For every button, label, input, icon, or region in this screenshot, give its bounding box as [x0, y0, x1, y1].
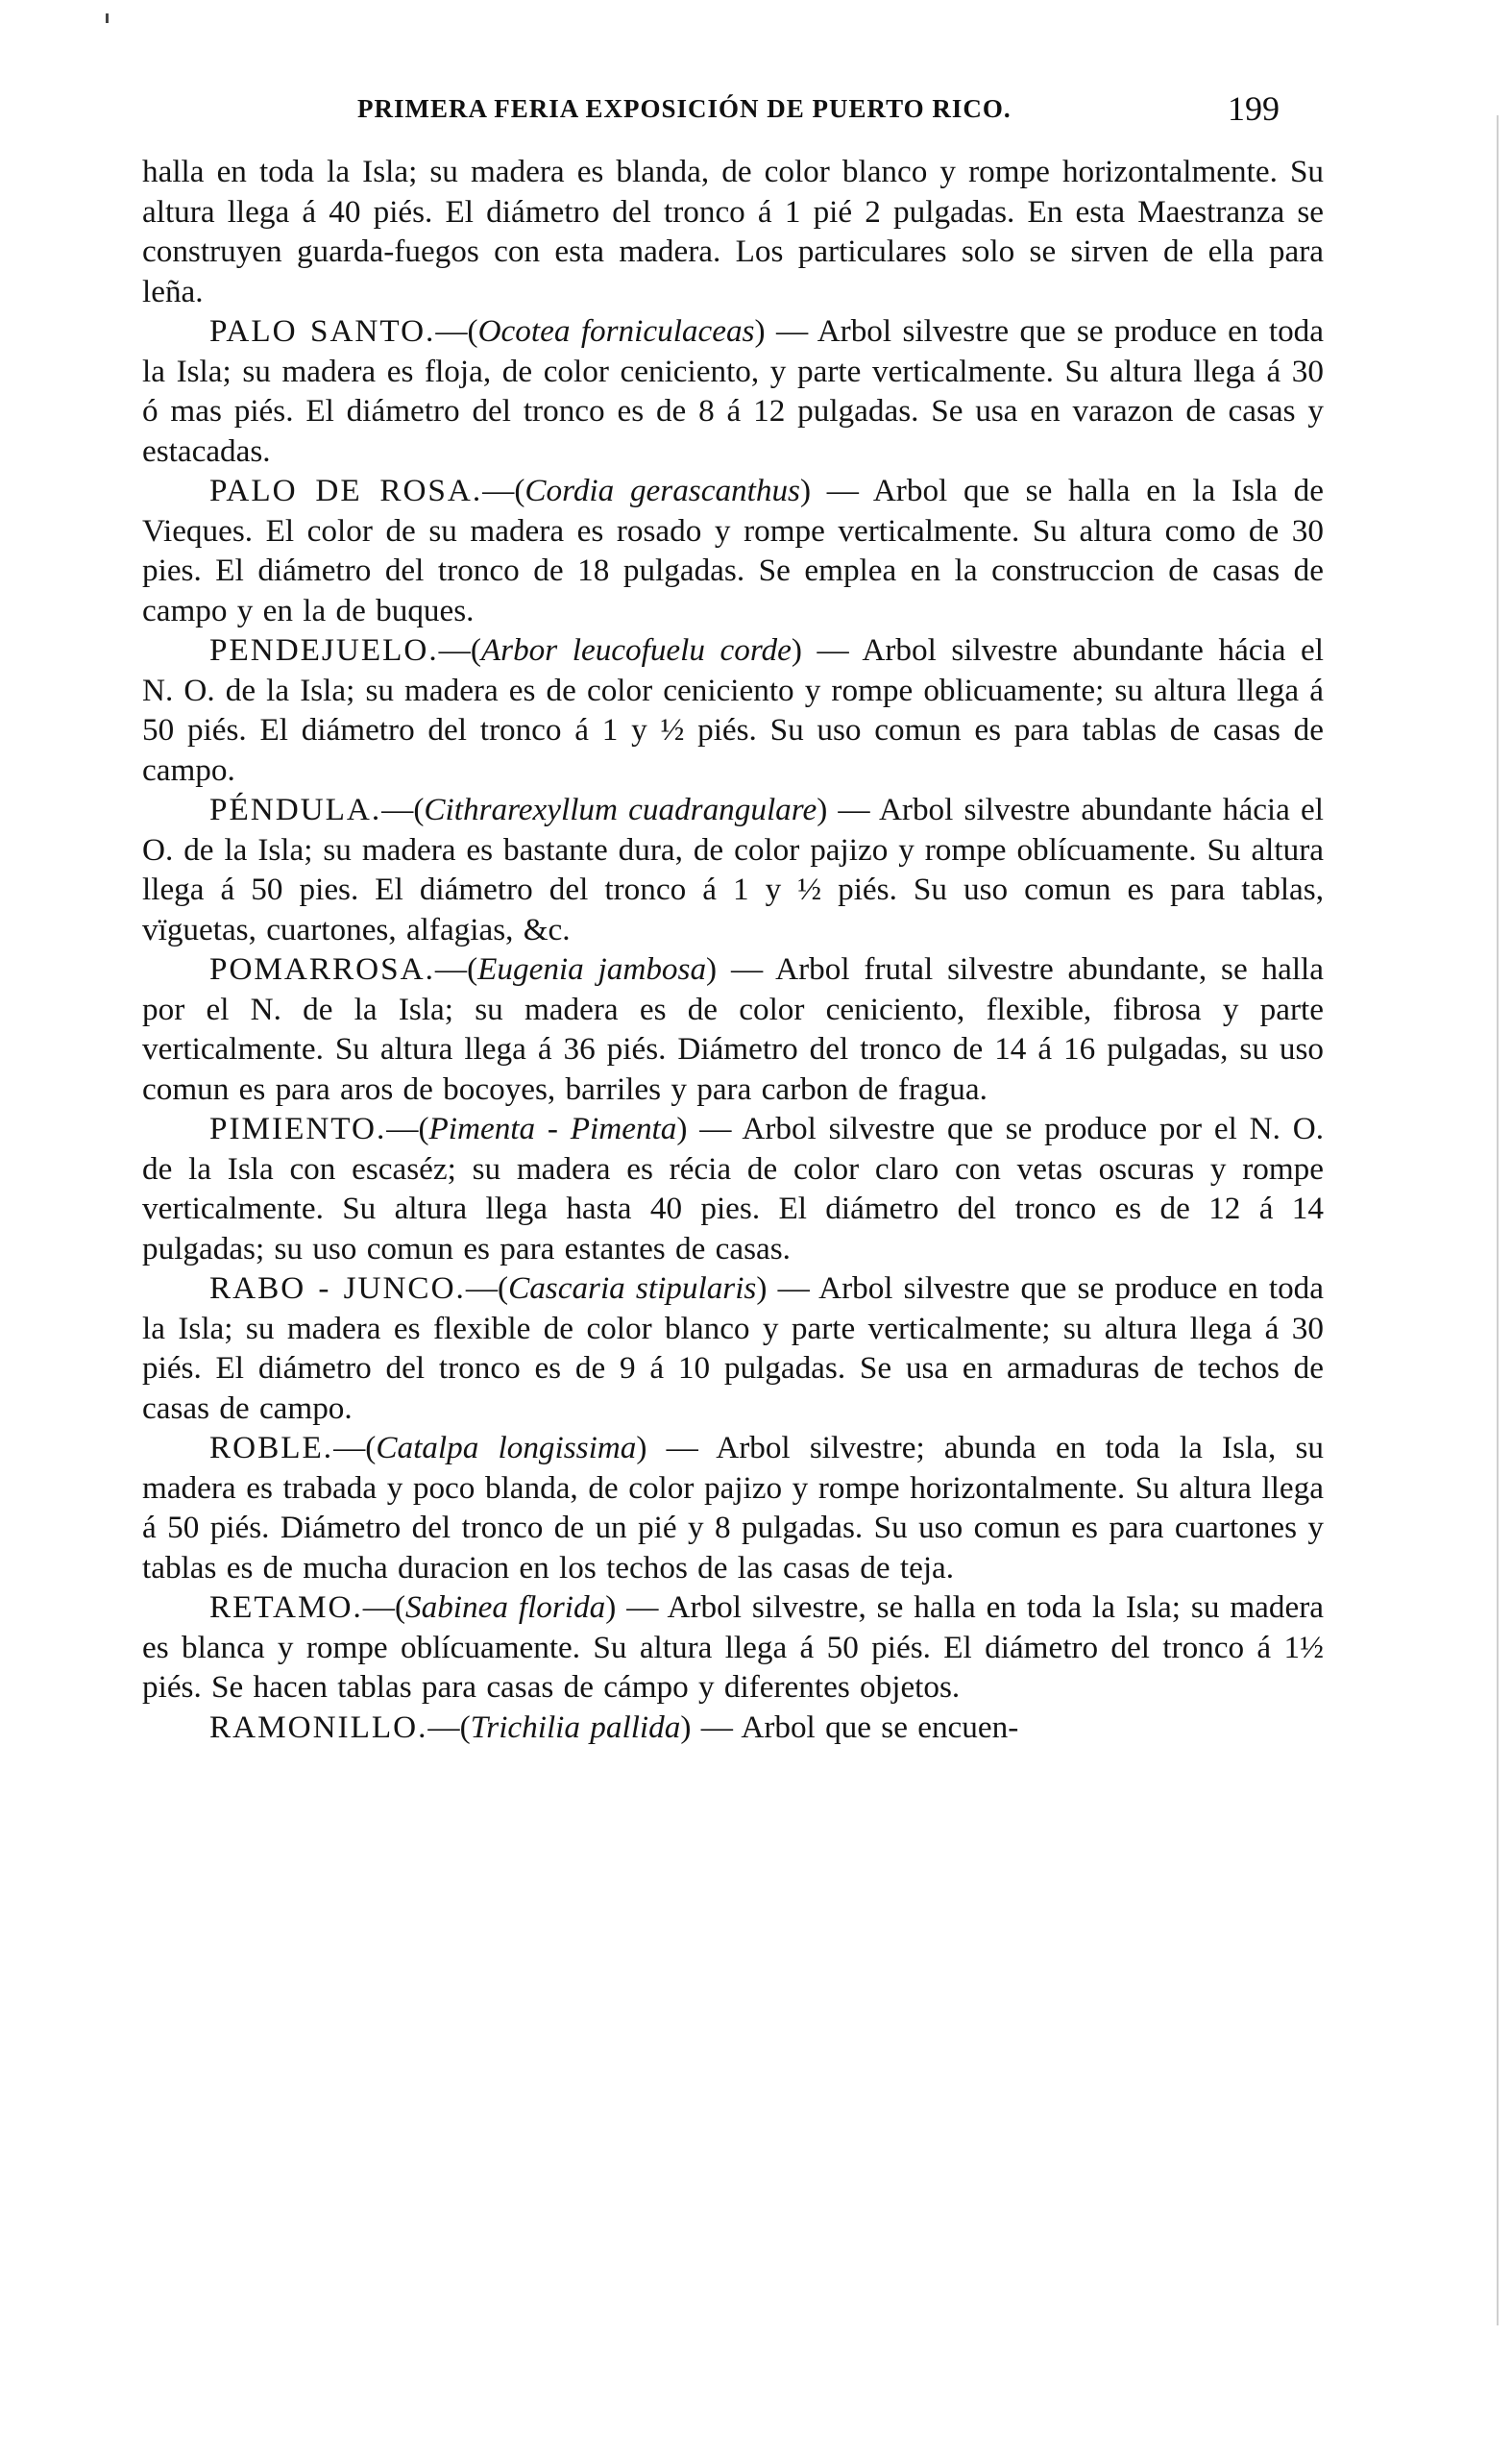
entry-description: — Arbol silvestre que se produce en toda la Isla; su madera es flexible de color blanco y parte verticalmente; su altura llega á 30 piés. El diámetro del tronco es de 9 á 10 pulgadas. Se usa en armaduras de techos de casas de campo.: [142, 1270, 1324, 1426]
entry-close: ): [756, 1270, 768, 1306]
paragraph-continuation: [142, 152, 1324, 311]
page-number: 199: [1228, 89, 1280, 128]
entry-palo-de-rosa: [142, 471, 1324, 630]
entry-open: —(: [386, 1111, 429, 1146]
entry-close: ): [791, 632, 802, 668]
entry-term: POMARROSA.: [209, 951, 435, 987]
body-text: [142, 152, 1324, 1747]
scientific-name: Sabinea florida: [405, 1589, 606, 1625]
entry-term: PALO DE ROSA.: [209, 473, 483, 508]
entry-term: PÉNDULA.: [209, 792, 382, 827]
paragraph-text: halla en toda la Isla; su madera es blanda, de color blanco y rompe horizontalmente. Su altura llega á 40 piés. El diámetro del tronco á 1 pié 2 pulgadas. En esta Maestranza se construyen guarda-fuegos con esta madera. Los particulares solo se sirven de ella para leña.: [142, 154, 1324, 309]
entry-close: ): [605, 1589, 617, 1625]
entry-close: ): [706, 951, 718, 987]
entry-palo-santo: [142, 311, 1324, 471]
entry-close: ): [676, 1111, 688, 1146]
scientific-name: Cascaria stipularis: [508, 1270, 757, 1306]
scientific-name: Eugenia jambosa: [477, 951, 707, 987]
entry-description: — Arbol frutal silvestre abundante, se halla por el N. de la Isla; su madera es de color ceniciento, flexible, fibrosa y parte verticalmente. Su altura llega á 36 piés. Diámetro del tronco de 14 á 16 pulgadas, su uso comun es para aros de bocoyes, barriles y para carbon de fragua.: [142, 951, 1324, 1107]
entry-term: ROBLE.: [209, 1430, 334, 1465]
scientific-name: Trichilia pallida: [470, 1709, 681, 1745]
entry-term: RETAMO.: [209, 1589, 363, 1625]
entry-rabo-junco: [142, 1268, 1324, 1428]
entry-close: ): [817, 792, 828, 827]
page-header: [357, 89, 1280, 133]
scientific-name: Pimenta - Pimenta: [428, 1111, 677, 1146]
entry-description: — Arbol que se encuen-: [691, 1709, 1019, 1745]
entry-open: —(: [381, 792, 425, 827]
entry-description: — Arbol que se halla en la Isla de Vieques. El color de su madera es rosado y rompe verticalmente. Su altura como de 30 pies. El diámetro del tronco de 18 pulgadas. Se emplea en la construccion de casas de campo y en la de buques.: [142, 473, 1324, 628]
entry-open: —(: [435, 313, 478, 349]
entry-close: ): [680, 1709, 692, 1745]
entry-open: —(: [434, 951, 478, 987]
entry-term: PENDEJUELO.: [209, 632, 439, 668]
entry-description: — Arbol silvestre abundante hácia el N. O. de la Isla; su madera es de color ceniciento y rompe oblicuamente; su altura llega á 50 piés. El diámetro del tronco á 1 y ½ piés. Su uso comun es para tablas de casas de campo.: [142, 632, 1324, 788]
entry-open: —(: [427, 1709, 471, 1745]
entry-term: RABO - JUNCO.: [209, 1270, 466, 1306]
entry-close: ): [754, 313, 766, 349]
scientific-name: Cithrarexyllum cuadrangulare: [424, 792, 817, 827]
entry-description: — Arbol silvestre; abunda en toda la Isla, su madera es trabada y poco blanda, de color pajizo y rompe horizontalmente. Su altura llega á 50 piés. Diámetro del tronco de un pié y 8 pulgadas. Su uso comun es para cuartones y tablas es de mucha duracion en los techos de las casas de teja.: [142, 1430, 1324, 1586]
scientific-name: Arbor leucofuelu corde: [480, 632, 792, 668]
scientific-name: Catalpa longissima: [376, 1430, 637, 1465]
entry-open: —(: [438, 632, 481, 668]
entry-description: — Arbol silvestre que se produce por el N. O. de la Isla con escaséz; su madera es récia de color claro con vetas oscuras y rompe verticalmente. Su altura llega hasta 40 pies. El diámetro del tronco es de 12 á 14 pulgadas; su uso comun es para estantes de casas.: [142, 1111, 1324, 1266]
entry-close: ): [799, 473, 812, 508]
scientific-name: Cordia gerascanthus: [524, 473, 800, 508]
entry-roble: [142, 1428, 1324, 1587]
scientific-name: Ocotea forniculaceas: [477, 313, 755, 349]
entry-open: —(: [362, 1589, 406, 1625]
entry-pomarrosa: [142, 949, 1324, 1109]
entry-description: — Arbol silvestre que se produce en toda la Isla; su madera es floja, de color ceniciento, y parte verticalmente. Su altura llega á 30 ó mas piés. El diámetro del tronco es de 8 á 12 pulgadas. Se usa en varazon de casas y estacadas.: [142, 313, 1324, 469]
entry-open: —(: [465, 1270, 509, 1306]
running-title: PRIMERA FERIA EXPOSICIÓN DE PUERTO RICO.: [357, 94, 1012, 123]
entry-ramonillo: [142, 1708, 1324, 1748]
entry-pendula: [142, 790, 1324, 949]
entry-pendejuelo: [142, 630, 1324, 790]
entry-description: — Arbol silvestre abundante hácia el O. de la Isla; su madera es bastante dura, de color pajizo y rompe oblícuamente. Su altura llega á 50 pies. El diámetro del tronco á 1 y ½ piés. Su uso comun es para tablas, vïguetas, cuartones, alfagias, &c.: [142, 792, 1324, 947]
entry-close: ): [636, 1430, 647, 1465]
entry-open: —(: [333, 1430, 377, 1465]
print-speck: [106, 13, 109, 23]
entry-term: PALO SANTO.: [209, 313, 436, 349]
entry-pimiento: [142, 1109, 1324, 1268]
entry-retamo: [142, 1587, 1324, 1708]
entry-open: —(: [482, 473, 525, 508]
entry-term: RAMONILLO.: [209, 1709, 428, 1745]
page-edge-shadow: [1497, 115, 1499, 2325]
entry-description: — Arbol silvestre, se halla en toda la Isla; su madera es blanca y rompe oblícuamente. Su altura llega á 50 piés. El diámetro del tronco á 1½ piés. Se hacen tablas para casas de cámpo y diferentes objetos.: [142, 1589, 1325, 1705]
entry-term: PIMIENTO.: [209, 1111, 387, 1146]
